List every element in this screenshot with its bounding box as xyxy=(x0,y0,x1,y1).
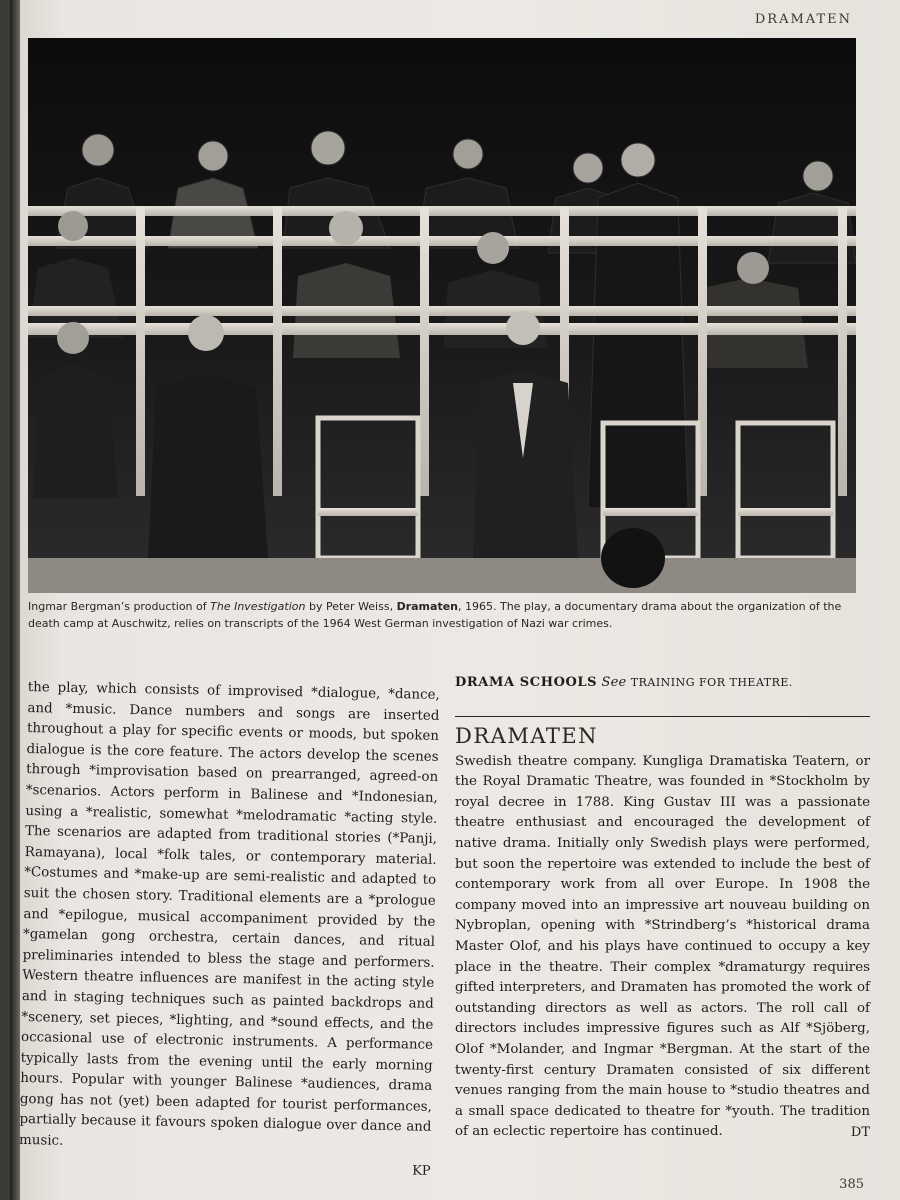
book-page xyxy=(10,0,900,1200)
right-column xyxy=(455,673,870,1143)
xref-see: See xyxy=(601,675,627,690)
entry-divider-rule xyxy=(455,716,870,717)
author-initials-kp: KP xyxy=(412,1163,431,1179)
caption-text-pre: Ingmar Bergman’s production of xyxy=(28,600,211,613)
caption-text-post: , 1965. The play, a documentary drama about the organization of the death camp at Auschwitz, relies on transcripts of the 1964 West German investigation of Nazi war crimes. xyxy=(28,600,842,630)
stage-photo xyxy=(28,38,856,593)
entry-headword: DRAMATEN xyxy=(455,723,599,748)
dramaten-entry-body: Swedish theatre company. Kungliga Dramatiska Teatern, or the Royal Dramatic Theatre, was founded in *Stockholm by royal decree in 1788. King Gustav III was a passionate theatre enthusiast and encouraged the development of native drama. Initially only Swedish plays were performed, but soon the repertoire was extended to include the best of contemporary work from all over Europe. In 1908 the company moved into an impressive art nouveau building on Nybroplan, opening with *Strindberg’s *historical drama Master Olof, and his plays have continued to occupy a key place in the theatre. Their complex *dramaturgy requires gifted interpreters, and Dramaten has promoted the work of outstanding directors as well as actors. The roll call of directors includes impressive figures such as Alf *Sjöberg, Olof *Molander, and Ingmar *Bergman. At the start of the twenty-first century Dramaten consisted of six different venues ranging from the main house to *studio theatres and a small space dedicated to theatre for *youth. The tradition of an eclectic repertoire has continued. xyxy=(455,753,870,1140)
author-initials-dt: DT xyxy=(850,1124,870,1140)
book-spine xyxy=(10,0,20,1200)
running-head: DRAMATEN xyxy=(754,12,852,27)
xref-target: TRAINING FOR THEATRE. xyxy=(630,676,793,689)
photo-the-investigation xyxy=(28,38,856,593)
caption-company: Dramaten xyxy=(396,600,458,613)
cross-reference-drama-schools xyxy=(455,673,870,694)
left-column xyxy=(18,678,439,1182)
xref-headword: DRAMA SCHOOLS xyxy=(455,675,598,690)
audience-head-silhouette xyxy=(601,528,665,588)
caption-text-mid: by Peter Weiss, xyxy=(305,600,397,613)
page-number: 385 xyxy=(839,1177,864,1192)
photo-caption xyxy=(28,598,868,632)
drama-gong-entry-continuation: the play, which consists of improvised *dialogue, *dance, and *music. Dance numbers and songs are inserted throughout a play for specific events or moods, but spoken dialogue is the core feature. The actors develop the scenes through *improvisation based on prearranged, agreed-on *scenarios. Actors perform in Balinese and *Indonesian, using a *realistic, somewhat *melodramatic *acting style. The scenarios are adapted from traditional stories (*Panji, Ramayana), local *folk tales, or contemporary material. *Costumes and *make-up are semi-realistic and adapted to suit the chosen story. Traditional elements are a *prologue and *epilogue, musical accompaniment provided by the *gamelan gong orchestra, certain dances, and ritual preliminaries intended to bless the stage and performers. Western theatre influences are manifest in the acting style and in staging techniques such as painted backdrops and *scenery, set pieces, *lighting, and *sound effects, and the occasional use of electronic instruments. A performance typically lasts from the evening until the early morning hours. Popular with younger Balinese *audiences, drama gong has not (yet) been adapted for tourist performances, partially because it favours spoken dialogue over dance and music. xyxy=(18,679,440,1149)
caption-play-title: The Investigation xyxy=(210,600,306,613)
